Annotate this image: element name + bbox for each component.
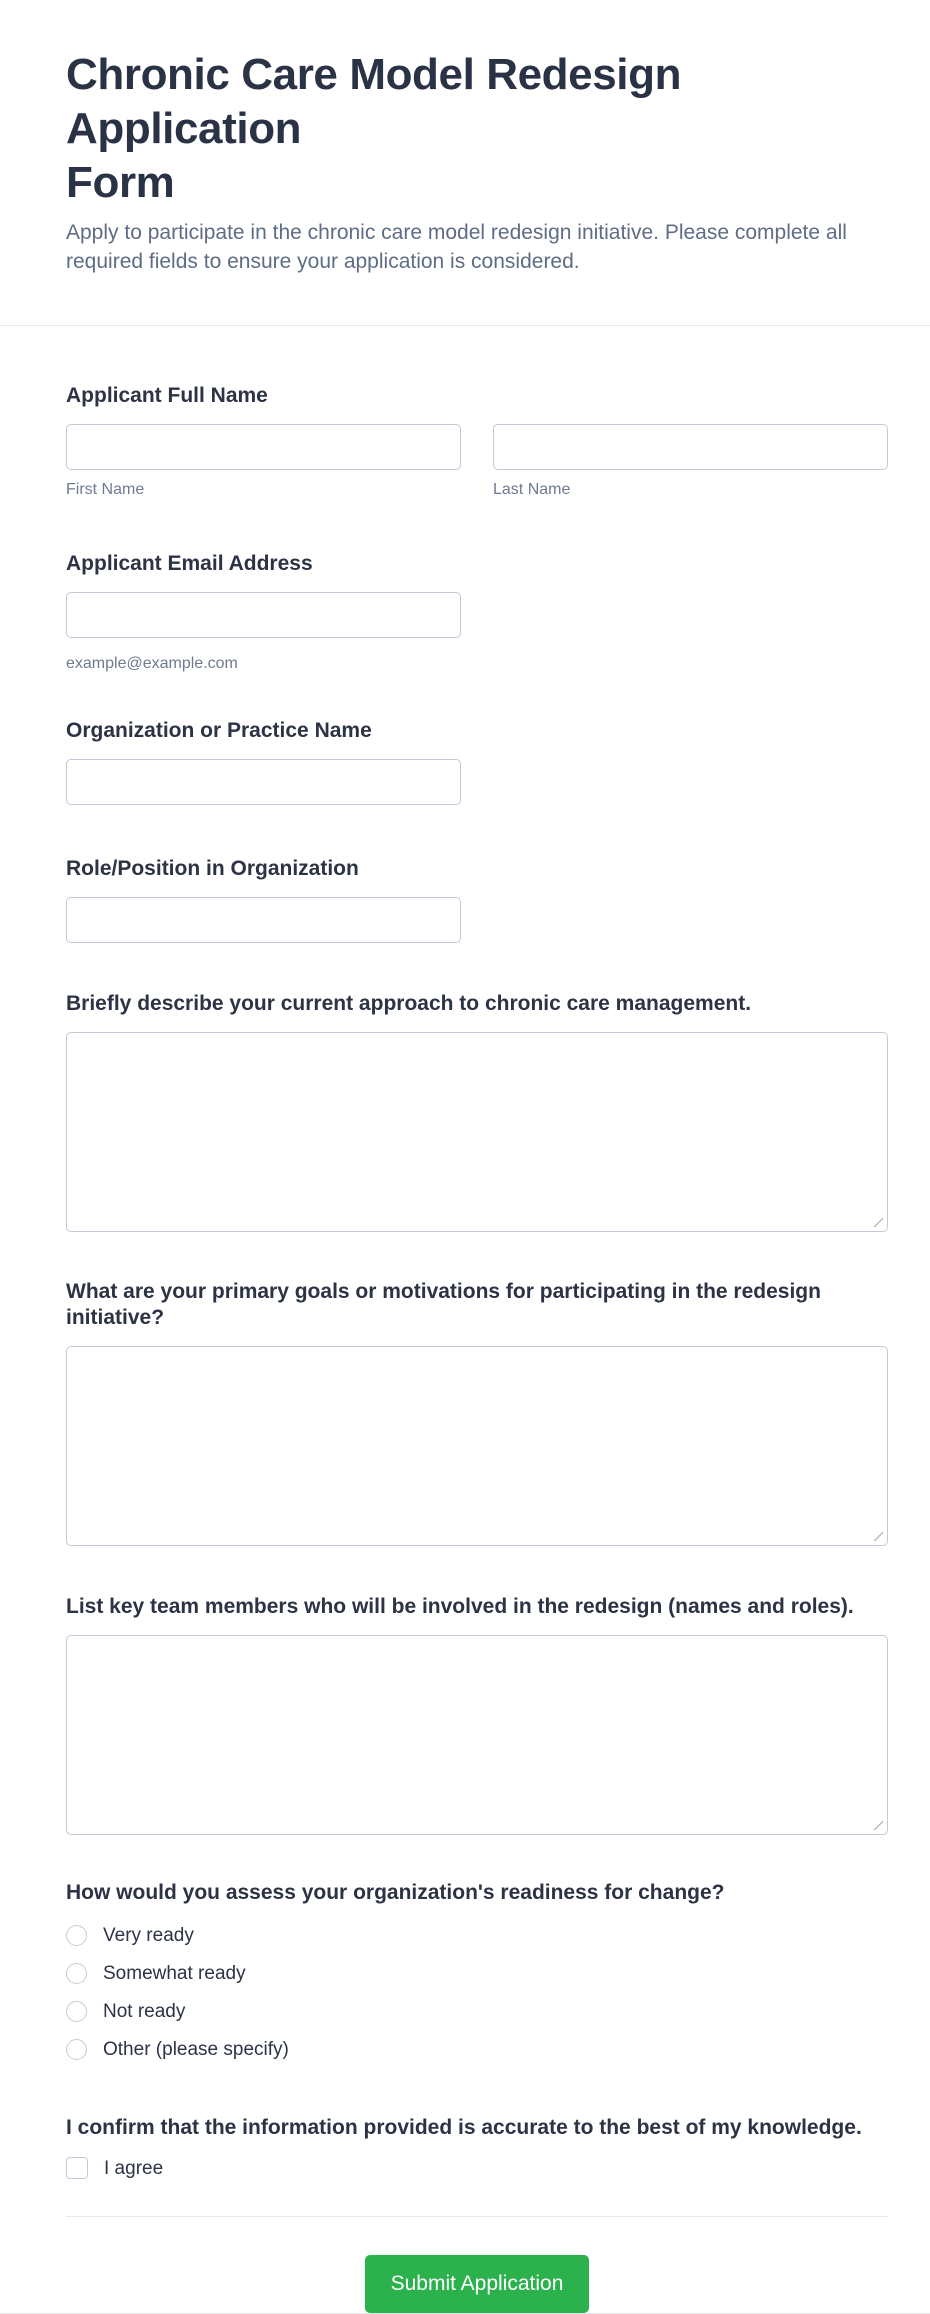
radio-option-label: Somewhat ready bbox=[103, 1963, 246, 1984]
field-role bbox=[66, 856, 888, 943]
team-textarea-wrap bbox=[66, 1635, 888, 1835]
form-subtitle-line1: Apply to participate in the chronic care model redesign initiative. Please complete all bbox=[66, 221, 847, 244]
full-name-inputs bbox=[66, 424, 888, 470]
form-body bbox=[0, 326, 930, 2313]
submit-row bbox=[66, 2255, 888, 2313]
radio-option-somewhat-ready[interactable] bbox=[66, 1963, 888, 1984]
first-name-input[interactable] bbox=[66, 424, 461, 470]
email-sublabel: example@example.com bbox=[66, 655, 238, 672]
form-title bbox=[66, 48, 864, 210]
approach-textarea-wrap bbox=[66, 1032, 888, 1232]
submit-button[interactable]: Submit Application bbox=[365, 2255, 589, 2313]
approach-textarea[interactable] bbox=[66, 1032, 888, 1232]
role-input[interactable] bbox=[66, 897, 461, 943]
field-email bbox=[66, 551, 888, 674]
email-input[interactable] bbox=[66, 592, 461, 638]
radio-option-label: Not ready bbox=[103, 2001, 186, 2022]
goals-textarea[interactable] bbox=[66, 1346, 888, 1546]
radio-icon[interactable] bbox=[66, 1925, 87, 1946]
checkbox-icon[interactable] bbox=[66, 2157, 88, 2179]
role-label: Role/Position in Organization bbox=[66, 857, 359, 880]
full-name-sublabels bbox=[66, 480, 888, 500]
field-confirm bbox=[66, 2115, 888, 2179]
confirm-label: I confirm that the information provided is accurate to the best of my knowledge. bbox=[66, 2116, 862, 2139]
form-subtitle bbox=[66, 218, 864, 276]
field-goals bbox=[66, 1279, 888, 1546]
readiness-options bbox=[66, 1925, 888, 2060]
agree-label: I agree bbox=[104, 2157, 164, 2179]
readiness-label: How would you assess your organization's readiness for change? bbox=[66, 1881, 725, 1904]
form-title-line2: Form bbox=[66, 158, 175, 207]
organization-input[interactable] bbox=[66, 759, 461, 805]
form-subtitle-line2: required fields to ensure your application is considered. bbox=[66, 250, 580, 273]
first-name-sublabel: First Name bbox=[66, 481, 145, 498]
field-organization bbox=[66, 718, 888, 805]
radio-option-not-ready[interactable] bbox=[66, 2001, 888, 2022]
field-full-name bbox=[66, 383, 888, 500]
last-name-sublabel: Last Name bbox=[493, 481, 571, 498]
field-approach bbox=[66, 991, 888, 1232]
field-team bbox=[66, 1594, 888, 1835]
radio-option-label: Other (please specify) bbox=[103, 2039, 289, 2060]
form-title-line1: Chronic Care Model Redesign Application bbox=[66, 50, 682, 153]
radio-option-other[interactable] bbox=[66, 2039, 888, 2060]
radio-option-label: Very ready bbox=[103, 1925, 194, 1946]
field-readiness bbox=[66, 1880, 888, 2060]
team-label: List key team members who will be involved in the redesign (names and roles). bbox=[66, 1595, 854, 1618]
radio-icon[interactable] bbox=[66, 2001, 87, 2022]
radio-icon[interactable] bbox=[66, 2039, 87, 2060]
radio-icon[interactable] bbox=[66, 1963, 87, 1984]
approach-label: Briefly describe your current approach to chronic care management. bbox=[66, 992, 752, 1015]
radio-option-very-ready[interactable] bbox=[66, 1925, 888, 1946]
submit-section-divider bbox=[66, 2216, 888, 2217]
full-name-label: Applicant Full Name bbox=[66, 384, 268, 407]
organization-label: Organization or Practice Name bbox=[66, 719, 372, 742]
last-name-input[interactable] bbox=[493, 424, 888, 470]
goals-label: What are your primary goals or motivations for participating in the redesign initiative? bbox=[66, 1280, 821, 1329]
agree-checkbox-row[interactable] bbox=[66, 2157, 888, 2179]
form-header bbox=[0, 0, 930, 326]
team-textarea[interactable] bbox=[66, 1635, 888, 1835]
email-label: Applicant Email Address bbox=[66, 552, 313, 575]
goals-textarea-wrap bbox=[66, 1346, 888, 1546]
